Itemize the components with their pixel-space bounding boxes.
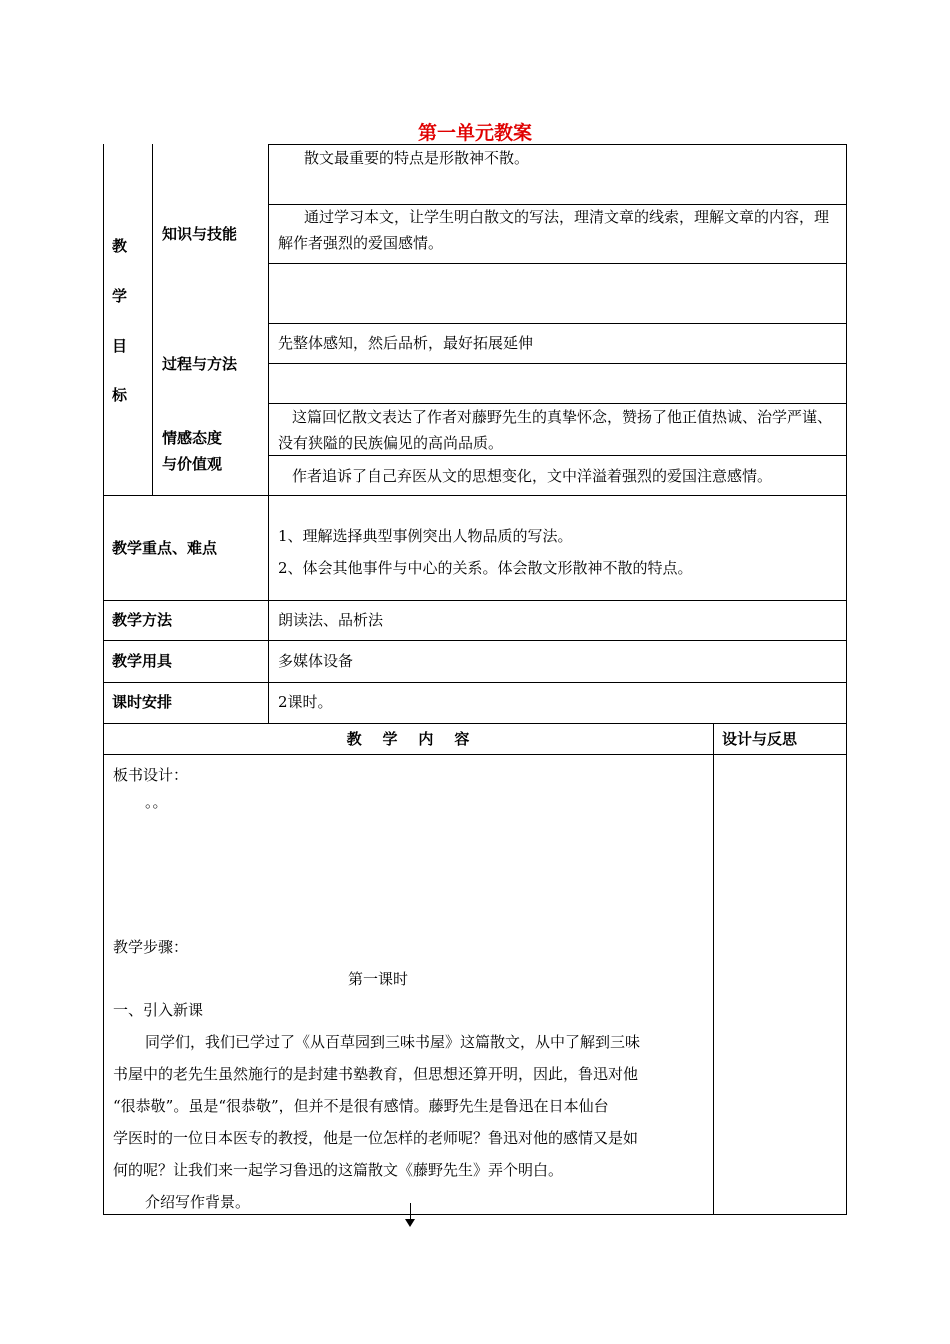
board-marks: 。。 (145, 793, 168, 811)
emotion-label-line1: 情感态度 (162, 429, 223, 447)
section-intro-heading: 一、引入新课 (113, 1001, 204, 1019)
intro-para-line-5: 何的呢？让我们来一起学习鲁迅的这篇散文《藤野先生》弄个明白。 (113, 1161, 564, 1179)
schedule-value: 2课时。 (278, 693, 333, 711)
method-value: 朗读法、品析法 (278, 611, 384, 629)
process-label: 过程与方法 (162, 355, 238, 373)
content-header: 教 学 内 容 (346, 730, 470, 748)
knowledge-item-2: 通过学习本文，让学生明白散文的写法，理清文章的线索，理解文章的内容，理解作者强烈的爱国感情。 (278, 208, 830, 252)
emotion-item-2: 作者追诉了自己弃医从文的思想变化，文中洋溢着强烈的爱国注意感情。 (292, 467, 773, 485)
board-design-label: 板书设计： (113, 766, 189, 784)
tools-label: 教学用具 (112, 652, 173, 670)
knowledge-item-1: 散文最重要的特点是形散神不散。 (304, 149, 530, 167)
steps-label: 教学步骤： (113, 938, 189, 956)
emotion-item-1: 这篇回忆散文表达了作者对藤野先生的真挚怀念，赞扬了他正值热诚、治学严谨、没有狭隘的民族偏见的高尚品质。 (278, 408, 833, 452)
intro-para-line-3: “很恭敬”。虽是“很恭敬”，但并不是很有感情。藤野先生是鲁迅在日本仙台 (113, 1097, 609, 1115)
objectives-char-2: 学 (112, 287, 128, 305)
objectives-char-3: 目 (112, 337, 128, 355)
down-arrow-icon (410, 1203, 411, 1225)
objectives-char-1: 教 (112, 237, 128, 255)
process-item-1: 先整体感知，然后品析，最好拓展延伸 (278, 334, 534, 352)
knowledge-label: 知识与技能 (162, 225, 238, 243)
tools-value: 多媒体设备 (278, 652, 354, 670)
document-title: 第一单元教案 (417, 122, 532, 144)
emotion-label-line2: 与价值观 (162, 455, 223, 473)
objectives-char-4: 标 (112, 386, 128, 404)
reflection-header: 设计与反思 (722, 730, 798, 748)
key-point-2: 2、体会其他事件与中心的关系。体会散文形散神不散的特点。 (278, 559, 693, 577)
intro-para-line-4: 学医时的一位日本医专的教授，他是一位怎样的老师呢？鲁迅对他的感情又是如 (113, 1129, 639, 1147)
method-label: 教学方法 (112, 611, 173, 629)
background-intro: 介绍写作背景。 (145, 1193, 251, 1211)
key-point-1: 1、理解选择典型事例突出人物品质的写法。 (278, 527, 573, 545)
schedule-label: 课时安排 (112, 693, 173, 711)
intro-para-line-1: 同学们，我们已学过了《从百草园到三味书屋》这篇散文，从中了解到三味 (145, 1033, 641, 1051)
intro-para-line-2: 书屋中的老先生虽然施行的是封建书塾教育，但思想还算开明，因此，鲁迅对他 (113, 1065, 639, 1083)
lesson-title: 第一课时 (348, 970, 409, 988)
key-points-label: 教学重点、难点 (112, 539, 218, 557)
